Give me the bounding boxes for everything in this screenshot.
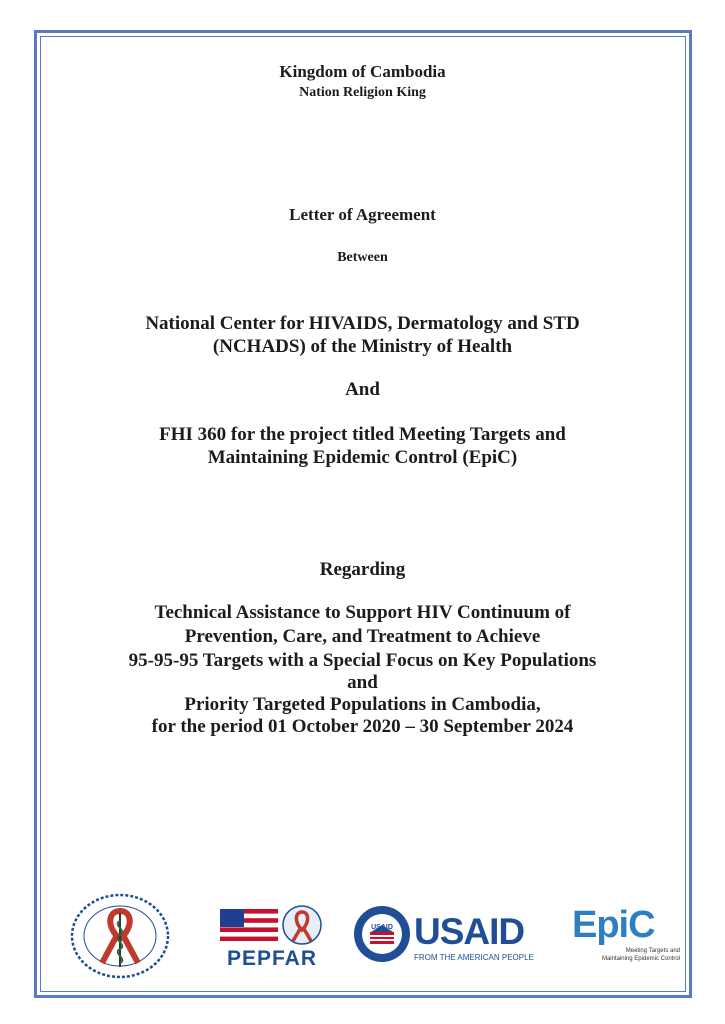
and-label: And <box>345 379 380 400</box>
regarding-label: Regarding <box>319 559 406 580</box>
page-border-inner <box>40 36 686 992</box>
between-label: Between <box>337 250 388 265</box>
epic-tagline-2: Maintaining Epidemic Control <box>601 956 680 962</box>
regarding-line: Priority Targeted Populations in Cambodia, <box>184 694 541 715</box>
party1-line2: (NCHADS) of the Ministry of Health <box>212 336 513 357</box>
regarding-line: for the period 01 October 2020 – 30 September 2024 <box>151 716 574 737</box>
party2-line2: Maintaining Epidemic Control (EpiC) <box>207 447 518 468</box>
pepfar-logo <box>216 903 328 973</box>
party1-line1: National Center for HIVAIDS, Dermatology and STD <box>145 313 580 334</box>
regarding-line: Technical Assistance to Support HIV Continuum of <box>154 602 571 623</box>
regarding-line: Prevention, Care, and Treatment to Achieve <box>184 626 541 647</box>
usaid-wordmark: USAID <box>414 911 525 952</box>
kingdom-heading: Kingdom of Cambodia <box>279 62 446 81</box>
epic-tagline-1: Meeting Targets and <box>625 948 680 954</box>
regarding-line: 95-95-95 Targets with a Special Focus on Key Populations <box>128 650 597 671</box>
usaid-seal <box>352 904 412 964</box>
usaid-seal-text: USAID <box>371 924 393 931</box>
regarding-line: and <box>347 672 378 693</box>
party2-line1: FHI 360 for the project titled Meeting Targets and <box>159 424 566 445</box>
nchads-logo <box>68 893 172 979</box>
pepfar-wordmark: PEPFAR <box>226 947 318 970</box>
national-motto: Nation Religion King <box>299 85 426 100</box>
document-title: Letter of Agreement <box>289 205 436 224</box>
epic-wordmark: EpiC <box>572 904 655 946</box>
usaid-tagline: FROM THE AMERICAN PEOPLE <box>414 953 534 962</box>
